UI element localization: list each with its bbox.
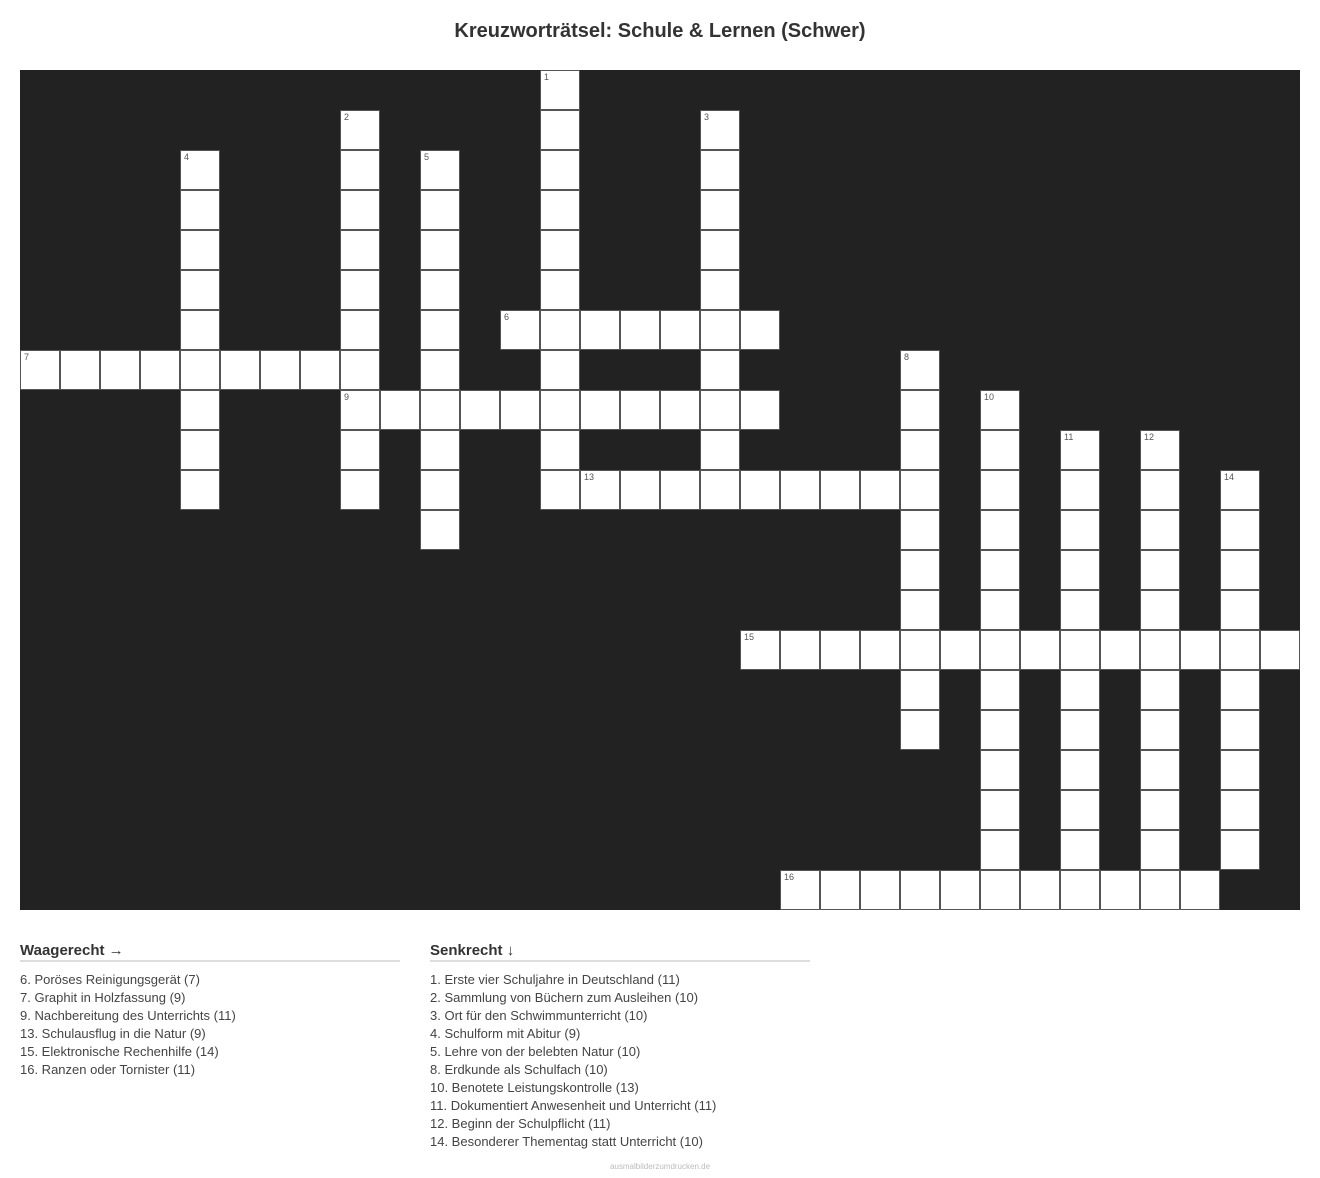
grid-cell[interactable] xyxy=(1060,710,1100,750)
grid-cell[interactable] xyxy=(980,470,1020,510)
grid-cell[interactable] xyxy=(900,550,940,590)
grid-cell[interactable] xyxy=(660,470,700,510)
grid-cell[interactable] xyxy=(900,870,940,910)
grid-cell[interactable] xyxy=(1060,870,1100,910)
grid-cell[interactable] xyxy=(1220,590,1260,630)
grid-cell[interactable] xyxy=(1220,750,1260,790)
grid-cell[interactable] xyxy=(900,430,940,470)
cell-number: 10 xyxy=(984,392,995,402)
grid-cell[interactable] xyxy=(1060,630,1100,670)
grid-cell[interactable] xyxy=(980,550,1020,590)
cell-number: 11 xyxy=(1064,432,1074,442)
grid-cell[interactable] xyxy=(900,510,940,550)
grid-cell[interactable] xyxy=(180,430,220,470)
grid-cell[interactable] xyxy=(300,350,340,390)
grid-cell[interactable] xyxy=(980,830,1020,870)
grid-cell[interactable] xyxy=(700,470,740,510)
grid-cell[interactable] xyxy=(420,190,460,230)
across-clue: 15. Elektronische Rechenhilfe (14) xyxy=(20,1044,219,1059)
grid-cell[interactable] xyxy=(420,430,460,470)
cell-number: 8 xyxy=(904,352,910,362)
grid-cell[interactable] xyxy=(540,150,580,190)
grid-cell[interactable] xyxy=(180,350,220,390)
grid-cell[interactable] xyxy=(180,190,220,230)
grid-cell[interactable] xyxy=(980,510,1020,550)
down-clues-section xyxy=(430,942,810,1151)
grid-cell[interactable] xyxy=(500,390,540,430)
grid-cell[interactable] xyxy=(1060,470,1100,510)
grid-cell[interactable] xyxy=(540,110,580,150)
cell-number: 14 xyxy=(1224,472,1235,482)
grid-cell[interactable] xyxy=(540,270,580,310)
grid-cell[interactable] xyxy=(900,630,940,670)
grid-cell[interactable] xyxy=(260,350,300,390)
grid-cell[interactable] xyxy=(340,190,380,230)
cell-number: 2 xyxy=(344,112,350,122)
crossword-grid xyxy=(20,70,1300,910)
grid-cell[interactable] xyxy=(700,310,740,350)
grid-cell[interactable] xyxy=(420,270,460,310)
grid-cell[interactable] xyxy=(740,390,780,430)
grid-cell[interactable] xyxy=(220,350,260,390)
grid-cell[interactable] xyxy=(980,670,1020,710)
grid-cell[interactable] xyxy=(340,350,380,390)
grid-cell[interactable] xyxy=(900,710,940,750)
grid-cell[interactable] xyxy=(1020,630,1060,670)
grid-cell[interactable] xyxy=(1020,870,1060,910)
grid-cell[interactable] xyxy=(700,430,740,470)
across-clues-section xyxy=(20,942,400,1079)
grid-cell[interactable] xyxy=(1140,550,1180,590)
grid-cell[interactable] xyxy=(460,390,500,430)
grid-cell[interactable] xyxy=(700,110,740,150)
cell-number: 15 xyxy=(744,632,755,642)
grid-cell[interactable] xyxy=(580,390,620,430)
grid-cell[interactable] xyxy=(820,870,860,910)
down-clue: 11. Dokumentiert Anwesenheit und Unterricht (11) xyxy=(430,1098,717,1113)
grid-cell[interactable] xyxy=(780,870,820,910)
grid-cell[interactable] xyxy=(1060,670,1100,710)
grid-cell[interactable] xyxy=(1220,830,1260,870)
grid-cell[interactable] xyxy=(1060,590,1100,630)
grid-cell[interactable] xyxy=(180,270,220,310)
grid-cell[interactable] xyxy=(420,350,460,390)
grid-cell[interactable] xyxy=(980,790,1020,830)
across-clue: 6. Poröses Reinigungsgerät (7) xyxy=(20,972,200,987)
grid-cell[interactable] xyxy=(900,670,940,710)
grid-cell[interactable] xyxy=(140,350,180,390)
grid-cell[interactable] xyxy=(340,310,380,350)
across-clue-list xyxy=(20,971,400,1079)
grid-cell[interactable] xyxy=(1140,590,1180,630)
grid-cell[interactable] xyxy=(540,350,580,390)
grid-cell[interactable] xyxy=(500,310,540,350)
grid-cell[interactable] xyxy=(340,150,380,190)
grid-cell[interactable] xyxy=(20,350,60,390)
grid-cell[interactable] xyxy=(1140,430,1180,470)
across-clue: 16. Ranzen oder Tornister (11) xyxy=(20,1062,196,1077)
grid-cell[interactable] xyxy=(420,510,460,550)
grid-cell[interactable] xyxy=(540,390,580,430)
grid-cell[interactable] xyxy=(540,70,580,110)
grid-cell[interactable] xyxy=(580,310,620,350)
cell-number: 16 xyxy=(784,872,795,882)
grid-cell[interactable] xyxy=(700,190,740,230)
grid-cell[interactable] xyxy=(340,110,380,150)
grid-cell[interactable] xyxy=(980,870,1020,910)
grid-cell[interactable] xyxy=(1220,470,1260,510)
down-clue: 8. Erdkunde als Schulfach (10) xyxy=(430,1062,608,1077)
grid-cell[interactable] xyxy=(180,230,220,270)
grid-cell[interactable] xyxy=(180,310,220,350)
grid-cell[interactable] xyxy=(980,710,1020,750)
grid-cell[interactable] xyxy=(420,150,460,190)
grid-cell[interactable] xyxy=(900,350,940,390)
grid-cell[interactable] xyxy=(1180,870,1220,910)
grid-cell[interactable] xyxy=(1060,510,1100,550)
grid-cell[interactable] xyxy=(900,470,940,510)
grid-cell[interactable] xyxy=(1220,550,1260,590)
grid-cell[interactable] xyxy=(1060,750,1100,790)
cell-number: 3 xyxy=(704,112,710,122)
down-clue-list xyxy=(430,971,810,1151)
grid-cell[interactable] xyxy=(660,310,700,350)
grid-cell[interactable] xyxy=(660,390,700,430)
grid-cell[interactable] xyxy=(1060,830,1100,870)
grid-cell[interactable] xyxy=(900,390,940,430)
grid-cell[interactable] xyxy=(620,310,660,350)
down-clue: 2. Sammlung von Büchern zum Ausleihen (10) xyxy=(430,990,699,1005)
grid-cell[interactable] xyxy=(1220,510,1260,550)
grid-cell[interactable] xyxy=(740,470,780,510)
grid-cell[interactable] xyxy=(700,390,740,430)
cell-number: 9 xyxy=(344,392,350,402)
grid-cell[interactable] xyxy=(1140,870,1180,910)
down-heading: Senkrecht ↓ xyxy=(430,942,810,962)
grid-cell[interactable] xyxy=(420,230,460,270)
down-clue: 3. Ort für den Schwimmunterricht (10) xyxy=(430,1008,648,1023)
grid-cell[interactable] xyxy=(340,390,380,430)
grid-cell[interactable] xyxy=(740,310,780,350)
grid-cell[interactable] xyxy=(1180,630,1220,670)
down-clue: 1. Erste vier Schuljahre in Deutschland (11) xyxy=(430,972,680,987)
grid-cell[interactable] xyxy=(1140,710,1180,750)
grid-cell[interactable] xyxy=(780,470,820,510)
grid-cell[interactable] xyxy=(180,470,220,510)
grid-cell[interactable] xyxy=(1220,670,1260,710)
grid-cell[interactable] xyxy=(1140,470,1180,510)
grid-cell[interactable] xyxy=(540,310,580,350)
grid-cell[interactable] xyxy=(100,350,140,390)
across-clue: 13. Schulausflug in die Natur (9) xyxy=(20,1026,206,1041)
grid-cell[interactable] xyxy=(1060,550,1100,590)
grid-cell[interactable] xyxy=(620,470,660,510)
grid-cell[interactable] xyxy=(980,590,1020,630)
grid-cell[interactable] xyxy=(340,430,380,470)
grid-cell[interactable] xyxy=(1220,630,1260,670)
footer-credit: ausmalbilderzumdrucken.de xyxy=(609,1162,711,1171)
cell-number: 6 xyxy=(504,312,510,322)
across-clue: 9. Nachbereitung des Unterrichts (11) xyxy=(20,1008,236,1023)
grid-cell[interactable] xyxy=(420,470,460,510)
grid-cell[interactable] xyxy=(1220,710,1260,750)
grid-cell[interactable] xyxy=(980,430,1020,470)
grid-cell[interactable] xyxy=(940,870,980,910)
grid-cell[interactable] xyxy=(1100,870,1140,910)
grid-cell[interactable] xyxy=(700,350,740,390)
grid-cell[interactable] xyxy=(700,230,740,270)
grid-cell[interactable] xyxy=(860,470,900,510)
grid-cell[interactable] xyxy=(60,350,100,390)
grid-cell[interactable] xyxy=(1140,510,1180,550)
grid-cell[interactable] xyxy=(540,190,580,230)
grid-cell[interactable] xyxy=(860,630,900,670)
page-title: Kreuzworträtsel: Schule & Lernen (Schwer) xyxy=(454,20,866,42)
grid-cell[interactable] xyxy=(940,630,980,670)
grid-cell[interactable] xyxy=(340,470,380,510)
grid-cell[interactable] xyxy=(780,630,820,670)
grid-cell[interactable] xyxy=(1140,670,1180,710)
grid-cell[interactable] xyxy=(700,150,740,190)
grid-cell[interactable] xyxy=(740,630,780,670)
grid-cell[interactable] xyxy=(980,750,1020,790)
down-clue: 10. Benotete Leistungskontrolle (13) xyxy=(430,1080,639,1095)
down-clue: 5. Lehre von der belebten Natur (10) xyxy=(430,1044,641,1059)
grid-cell[interactable] xyxy=(980,390,1020,430)
grid-cell[interactable] xyxy=(340,270,380,310)
down-clue: 4. Schulform mit Abitur (9) xyxy=(430,1026,581,1041)
cell-number: 5 xyxy=(424,152,430,162)
grid-cell[interactable] xyxy=(700,270,740,310)
grid-cell[interactable] xyxy=(180,390,220,430)
grid-cell[interactable] xyxy=(1260,630,1300,670)
grid-cell[interactable] xyxy=(1100,630,1140,670)
grid-cell[interactable] xyxy=(180,150,220,190)
grid-cell[interactable] xyxy=(340,230,380,270)
grid-cell[interactable] xyxy=(1140,830,1180,870)
grid-cell[interactable] xyxy=(540,230,580,270)
cell-number: 1 xyxy=(544,72,550,82)
grid-cell[interactable] xyxy=(420,310,460,350)
grid-cell[interactable] xyxy=(1220,790,1260,830)
grid-cell[interactable] xyxy=(860,870,900,910)
grid-cell[interactable] xyxy=(1140,790,1180,830)
grid-cell[interactable] xyxy=(1140,750,1180,790)
grid-cell[interactable] xyxy=(1140,630,1180,670)
grid-cell[interactable] xyxy=(900,590,940,630)
grid-cell[interactable] xyxy=(380,390,420,430)
grid-cell[interactable] xyxy=(620,390,660,430)
cell-number: 4 xyxy=(184,152,190,162)
grid-cell[interactable] xyxy=(820,630,860,670)
grid-cell[interactable] xyxy=(580,470,620,510)
across-clue: 7. Graphit in Holzfassung (9) xyxy=(20,990,186,1005)
grid-cell[interactable] xyxy=(820,470,860,510)
grid-cell[interactable] xyxy=(980,630,1020,670)
cell-number: 12 xyxy=(1144,432,1155,442)
across-heading: Waagerecht → xyxy=(20,942,400,962)
grid-cell[interactable] xyxy=(1060,790,1100,830)
grid-cell[interactable] xyxy=(540,430,580,470)
grid-cell[interactable] xyxy=(420,390,460,430)
cell-number: 7 xyxy=(24,352,30,362)
grid-cell[interactable] xyxy=(1060,430,1100,470)
grid-cell[interactable] xyxy=(540,470,580,510)
cell-number: 13 xyxy=(584,472,595,482)
down-clue: 14. Besonderer Thementag statt Unterricht (10) xyxy=(430,1134,703,1149)
down-clue: 12. Beginn der Schulpflicht (11) xyxy=(430,1116,611,1131)
